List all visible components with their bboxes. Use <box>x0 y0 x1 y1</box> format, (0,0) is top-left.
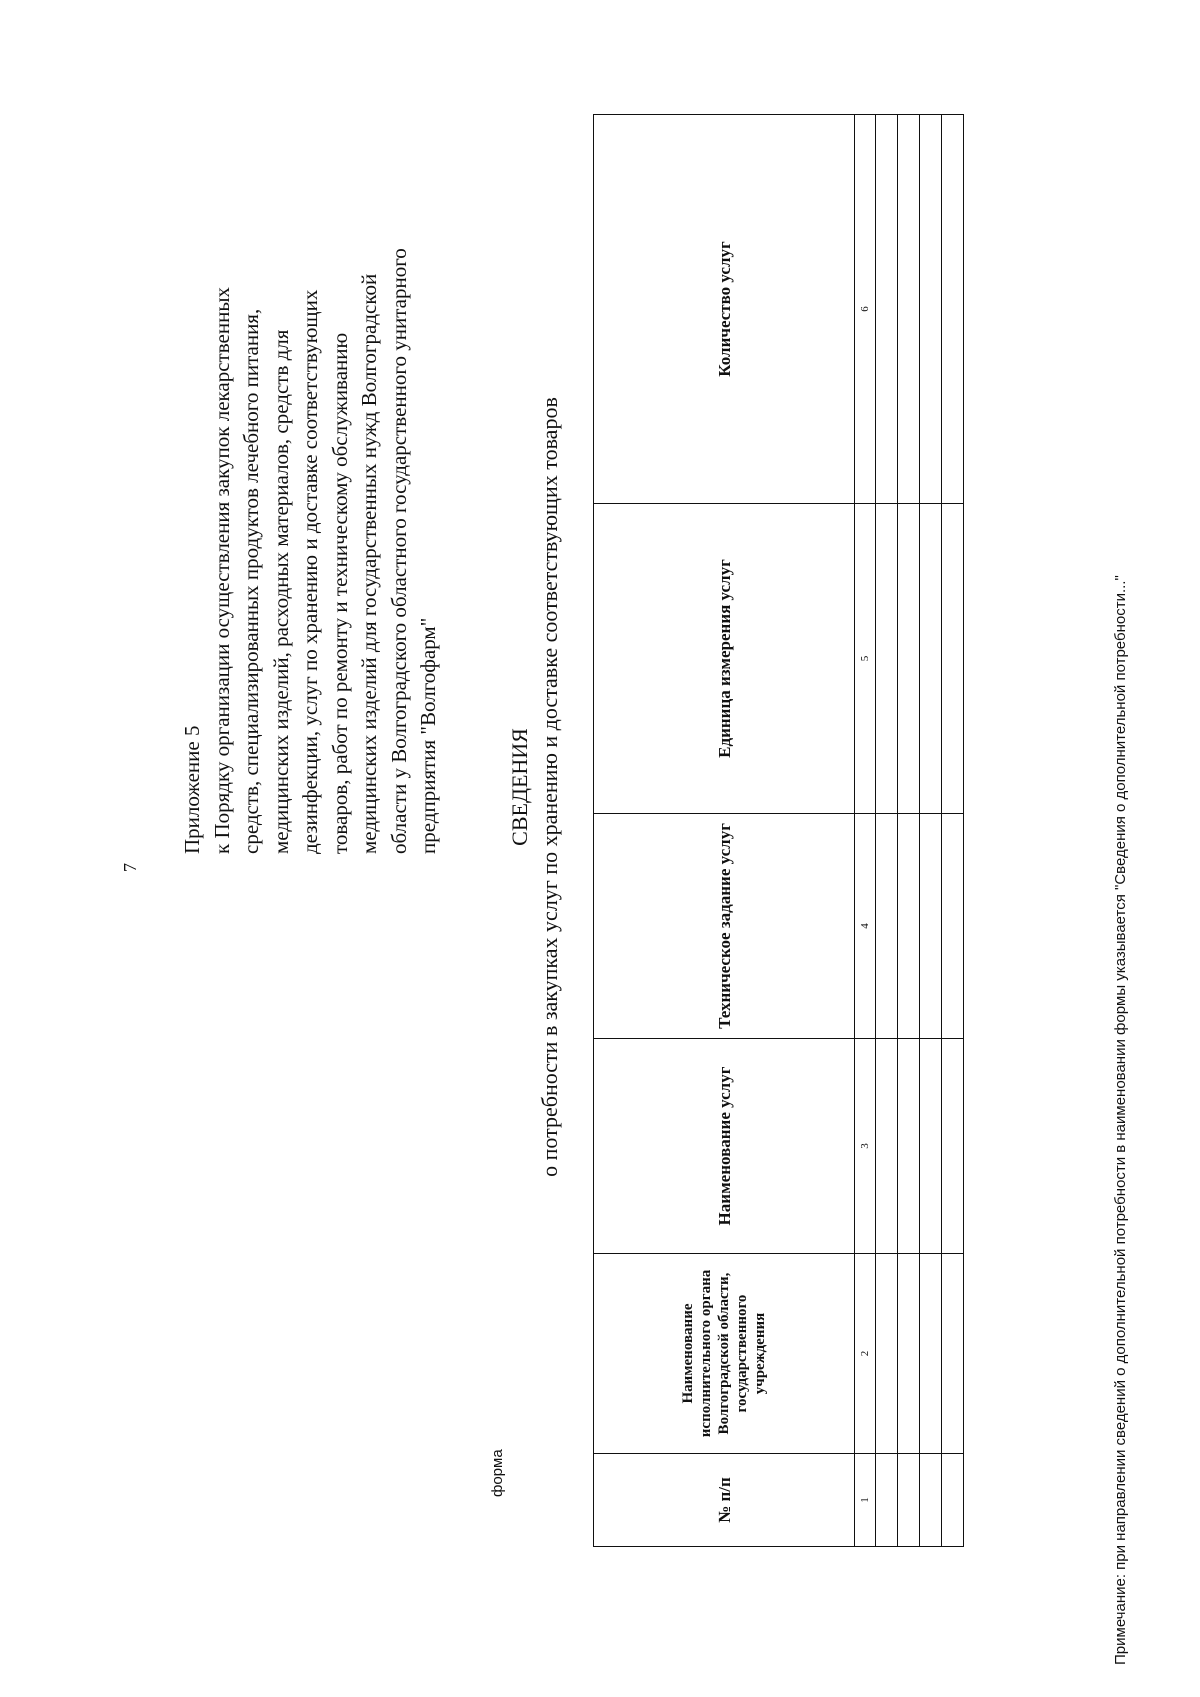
appendix-line: к Порядку организации осуществления закупок лекарственных <box>209 287 234 854</box>
appendix-line: медицинских изделий, расходных материалов, средств для <box>268 329 293 854</box>
header-cell-technical-spec: Техническое задание услуг <box>594 814 855 1039</box>
table-cell[interactable] <box>898 1039 920 1254</box>
table-cell[interactable] <box>920 814 942 1039</box>
appendix-line: Приложение 5 <box>180 725 204 854</box>
footnote: Примечание: при направлении сведений о дополнительной потребности в наименовании формы указывается "Сведения о дополнительной потребности..." <box>1112 575 1129 1665</box>
table-cell[interactable] <box>920 1039 942 1254</box>
table-cell[interactable] <box>898 115 920 504</box>
column-number-row <box>855 115 876 1547</box>
table-cell[interactable] <box>876 504 898 814</box>
table-cell[interactable] <box>920 1454 942 1547</box>
table-row <box>876 115 898 1547</box>
appendix-line: средств, специализированных продуктов лечебного питания, <box>239 308 263 854</box>
header-cell-unit: Единица измерения услуг <box>594 504 855 814</box>
header-row <box>594 115 855 1547</box>
form-label: форма <box>489 1449 506 1497</box>
table-cell[interactable] <box>898 1254 920 1454</box>
table-cell[interactable] <box>942 1039 964 1254</box>
table-cell[interactable] <box>876 1254 898 1454</box>
table-cell[interactable] <box>876 814 898 1039</box>
table-cell[interactable] <box>898 504 920 814</box>
table-cell[interactable] <box>942 504 964 814</box>
column-number: 6 <box>855 115 876 504</box>
page-number: 7 <box>120 863 140 872</box>
table-cell[interactable] <box>942 1254 964 1454</box>
column-number: 3 <box>855 1039 876 1254</box>
table-row <box>920 115 942 1547</box>
table-cell[interactable] <box>876 1039 898 1254</box>
table-cell[interactable] <box>942 814 964 1039</box>
document-title: СВЕДЕНИЯ <box>507 728 532 846</box>
table-cell[interactable] <box>920 1254 942 1454</box>
table-cell[interactable] <box>876 115 898 504</box>
table-cell[interactable] <box>942 1454 964 1547</box>
table-cell[interactable] <box>942 115 964 504</box>
table-cell[interactable] <box>898 814 920 1039</box>
table-cell[interactable] <box>876 1454 898 1547</box>
table-cell[interactable] <box>898 1454 920 1547</box>
header-cell-organization: Наименование исполнительного органа Волгоградской области, государственного учреждения <box>594 1254 855 1454</box>
appendix-line: области у Волгоградского областного государственного унитарного <box>386 248 411 854</box>
appendix-line: медицинских изделий для государственных нужд Волгоградской <box>357 273 381 854</box>
appendix-line: предприятия "Волгофарм" <box>416 617 440 854</box>
header-cell-service-name: Наименование услуг <box>594 1039 855 1254</box>
table-row <box>942 115 964 1547</box>
appendix-line: дезинфекции, услуг по хранению и доставке соответствующих <box>298 289 322 854</box>
table-row <box>898 115 920 1547</box>
column-number: 1 <box>855 1454 876 1547</box>
header-cell-number: № п/п <box>594 1454 855 1547</box>
form-table <box>593 114 964 1547</box>
document-subtitle: о потребности в закупках услуг по хранению и доставке соответствующих товаров <box>537 397 562 1177</box>
table-cell[interactable] <box>920 504 942 814</box>
column-number: 5 <box>855 504 876 814</box>
document-title-block <box>505 367 565 1207</box>
appendix-block <box>178 14 444 854</box>
header-cell-quantity: Количество услуг <box>594 115 855 504</box>
column-number: 4 <box>855 814 876 1039</box>
table-cell[interactable] <box>920 115 942 504</box>
appendix-line: товаров, работ по ремонту и техническому обслуживанию <box>327 332 352 854</box>
column-number: 2 <box>855 1254 876 1454</box>
